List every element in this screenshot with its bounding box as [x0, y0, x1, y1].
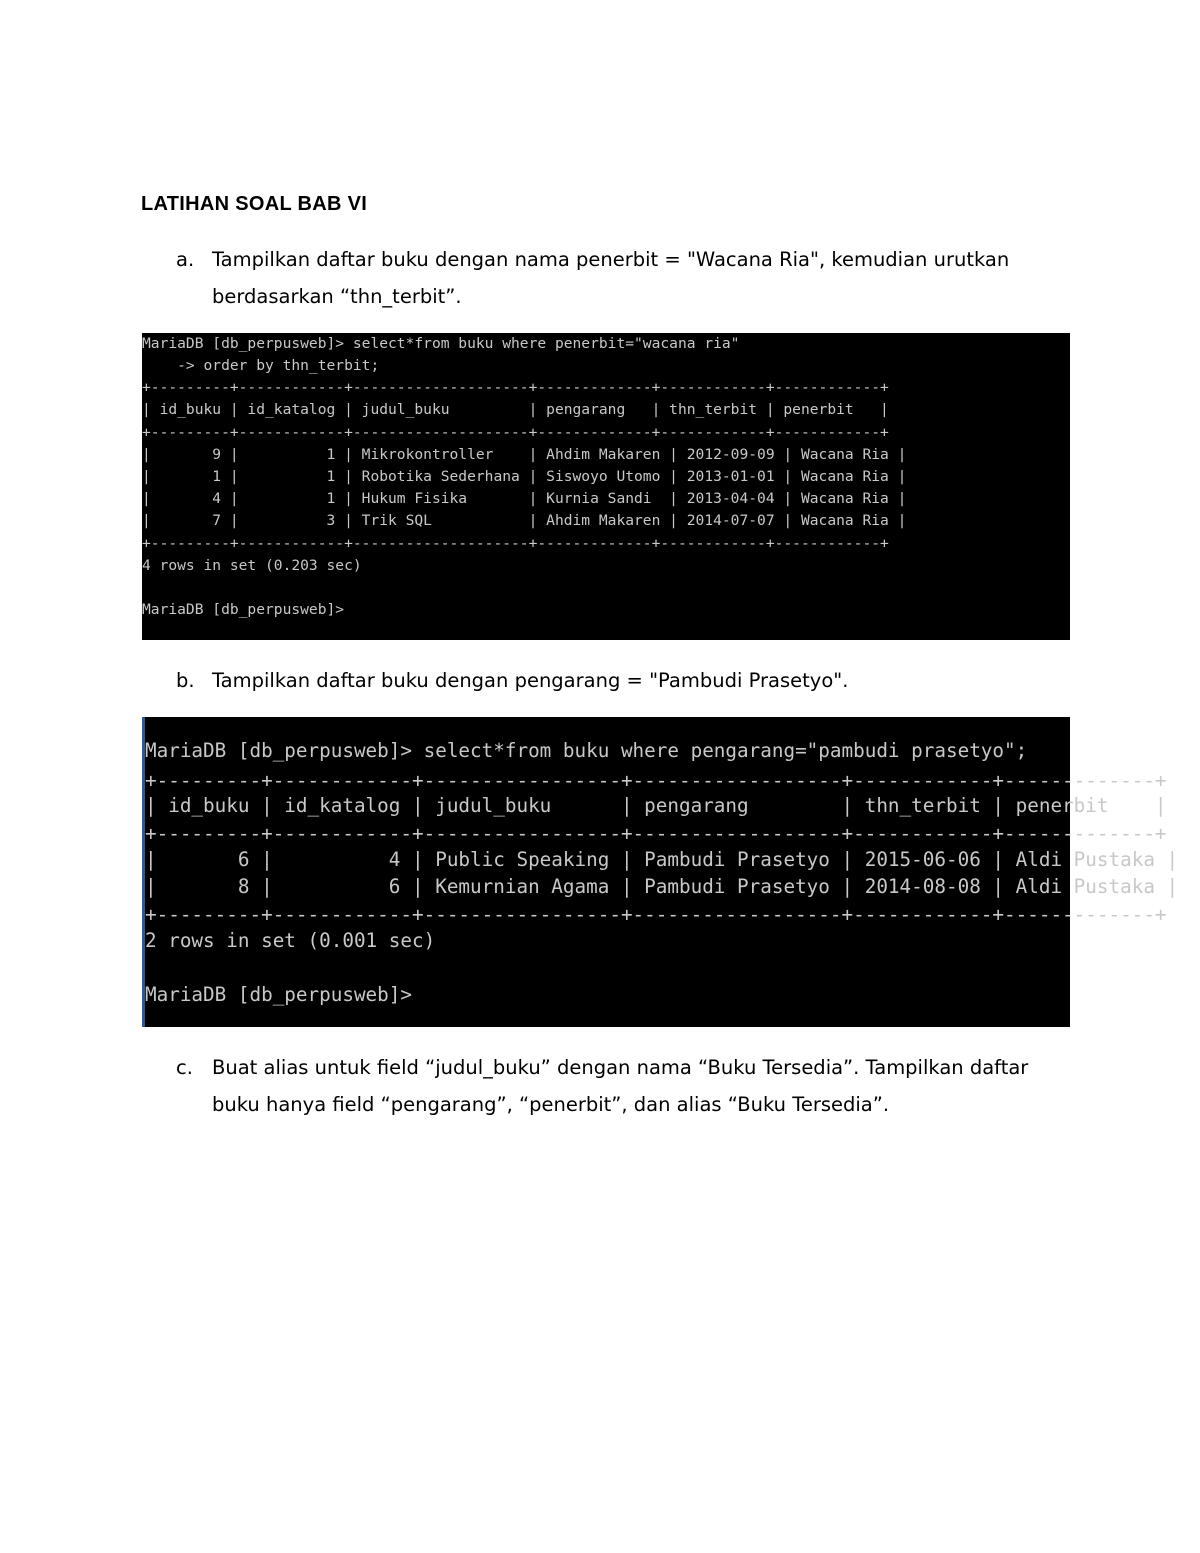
terminal-a-data-row: | 9 | 1 | Mikrokontroller | Ahdim Makaren | 2012-09-09 | Wacana Ria |: [142, 446, 907, 463]
question-c-text: Buat alias untuk field “judul_buku” dengan nama “Buku Tersedia”. Tampilkan daftar buku hanya field “pengarang”, “penerbit”, dan alias “Buku Tersedia”.: [212, 1056, 1029, 1116]
terminal-a-result: 4 rows in set (0.203 sec): [142, 557, 362, 574]
terminal-b-data-row: | 8 | 6 | Kemurnian Agama | Pambudi Prasetyo | 2014-08-08 | Aldi Pustaka |: [145, 875, 1179, 898]
terminal-a-data-row: | 1 | 1 | Robotika Sederhana | Siswoyo Utomo | 2013-01-01 | Wacana Ria |: [142, 468, 907, 485]
question-a: [176, 241, 1076, 315]
terminal-b-line: +---------+------------+-----------------+------------------+------------+-------------+: [145, 903, 1167, 926]
question-b: [176, 662, 1076, 699]
terminal-b-result: 2 rows in set (0.001 sec): [145, 929, 436, 952]
terminal-a-line: +---------+------------+--------------------+-------------+------------+------------+: [142, 535, 889, 552]
question-c: [176, 1049, 1076, 1123]
question-a-letter: a.: [176, 248, 195, 271]
terminal-b-line: +---------+------------+-----------------+------------------+------------+-------------+: [145, 822, 1167, 845]
question-b-text: Tampilkan daftar buku dengan pengarang = "Pambudi Prasetyo".: [212, 669, 849, 692]
terminal-a-line: MariaDB [db_perpusweb]> select*from buku where penerbit="wacana ria": [142, 335, 740, 352]
terminal-screenshot-a: [142, 333, 1070, 640]
question-a-text: Tampilkan daftar buku dengan nama penerbit = "Wacana Ria", kemudian urutkan berdasarkan “thn_terbit”.: [212, 248, 1010, 308]
terminal-b-prompt: MariaDB [db_perpusweb]>: [145, 983, 412, 1006]
terminal-b-line: +---------+------------+-----------------+------------------+------------+-------------+: [145, 769, 1167, 792]
question-c-letter: c.: [176, 1056, 193, 1079]
terminal-a-header-row: | id_buku | id_katalog | judul_buku | pengarang | thn_terbit | penerbit |: [142, 401, 889, 418]
terminal-a-data-row: | 7 | 3 | Trik SQL | Ahdim Makaren | 2014-07-07 | Wacana Ria |: [142, 512, 907, 529]
terminal-a-data-row: | 4 | 1 | Hukum Fisika | Kurnia Sandi | 2013-04-04 | Wacana Ria |: [142, 490, 907, 507]
terminal-screenshot-b: [142, 717, 1179, 1027]
terminal-a-prompt: MariaDB [db_perpusweb]>: [142, 601, 345, 618]
terminal-a-line: +---------+------------+--------------------+-------------+------------+------------+: [142, 424, 889, 441]
terminal-a-line: -> order by thn_terbit;: [142, 357, 380, 374]
terminal-b-header-row: | id_buku | id_katalog | judul_buku | pengarang | thn_terbit | penerbit |: [145, 794, 1167, 817]
document-heading: LATIHAN SOAL BAB VI: [141, 193, 368, 215]
question-b-letter: b.: [176, 669, 195, 692]
terminal-b-data-row: | 6 | 4 | Public Speaking | Pambudi Prasetyo | 2015-06-06 | Aldi Pustaka |: [145, 848, 1179, 871]
terminal-b-line: MariaDB [db_perpusweb]> select*from buku where pengarang="pambudi prasetyo";: [145, 739, 1028, 762]
terminal-a-line: +---------+------------+--------------------+-------------+------------+------------+: [142, 379, 889, 396]
